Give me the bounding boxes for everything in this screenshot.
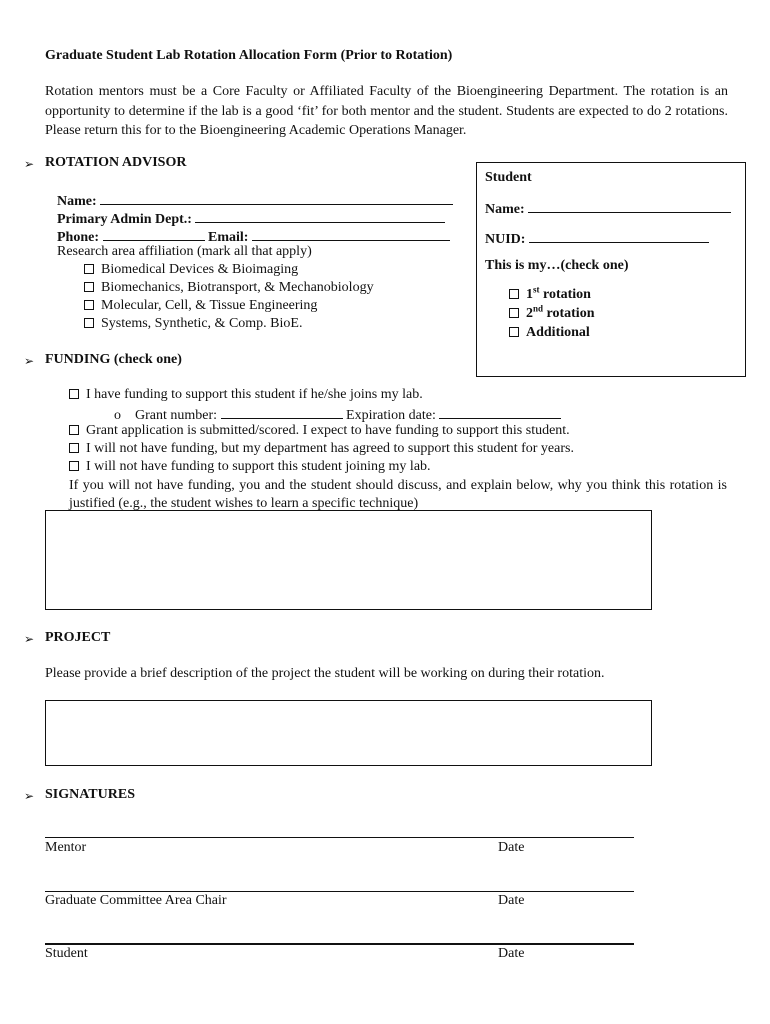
advisor-dept-label: Primary Admin Dept.: (57, 212, 192, 227)
rotation-option[interactable]: 2nd rotation (509, 306, 594, 322)
checkbox[interactable] (509, 327, 519, 337)
research-area-option[interactable]: Biomechanics, Biotransport, & Mechanobiology (84, 280, 374, 296)
funding-option[interactable]: I have funding to support this student if he/she joins my lab. (69, 387, 423, 403)
research-area-option[interactable]: Biomedical Devices & Bioimaging (84, 262, 298, 278)
research-area-label: Research area affiliation (mark all that apply) (57, 244, 312, 259)
arrow-bullet-icon: ➢ (24, 354, 35, 368)
checkbox[interactable] (69, 389, 79, 399)
funding-option[interactable]: I will not have funding, but my department has agreed to support this student for years. (69, 441, 574, 457)
chair-date-label: Date (498, 893, 525, 908)
mentor-signature-line[interactable] (45, 837, 634, 838)
funding-justification-textbox[interactable] (45, 510, 652, 610)
checkbox[interactable] (509, 308, 519, 318)
funding-option[interactable]: I will not have funding to support this student joining my lab. (69, 459, 431, 475)
arrow-bullet-icon: ➢ (24, 632, 35, 646)
section-heading-signatures: SIGNATURES (45, 787, 135, 802)
research-area-option[interactable]: Systems, Synthetic, & Comp. BioE. (84, 316, 302, 332)
advisor-email-field[interactable] (252, 227, 450, 241)
student-nuid-field[interactable] (529, 229, 709, 243)
advisor-dept-field[interactable] (195, 209, 445, 223)
checkbox[interactable] (84, 300, 94, 310)
expiration-date-field[interactable] (439, 405, 561, 419)
arrow-bullet-icon: ➢ (24, 789, 35, 803)
advisor-name-label: Name: (57, 194, 97, 209)
checkbox[interactable] (69, 443, 79, 453)
form-title: Graduate Student Lab Rotation Allocation Form (Prior to Rotation) (45, 48, 453, 63)
rotation-option[interactable]: 1st rotation (509, 287, 591, 303)
grant-row (114, 405, 561, 424)
advisor-email-label: Email: (208, 230, 249, 245)
advisor-phone-label: Phone: (57, 230, 99, 245)
advisor-name-field[interactable] (100, 191, 453, 205)
funding-option[interactable]: Grant application is submitted/scored. I expect to have funding to support this student. (69, 423, 570, 439)
checkbox[interactable] (84, 318, 94, 328)
student-signature-line[interactable] (45, 943, 634, 945)
section-heading-project: PROJECT (45, 630, 111, 645)
research-area-option[interactable]: Molecular, Cell, & Tissue Engineering (84, 298, 317, 314)
advisor-phone-field[interactable] (103, 227, 205, 241)
chair-signature-line[interactable] (45, 891, 634, 892)
funding-explain-text: If you will not have funding, you and the student should discuss, and explain below, why you think this rotation is justified (e.g., the student wishes to learn a specific technique) (69, 478, 727, 511)
rotation-option[interactable]: Additional (509, 325, 590, 341)
mentor-label: Mentor (45, 840, 87, 855)
grant-number-field[interactable] (221, 405, 343, 419)
checkbox[interactable] (69, 461, 79, 471)
advisor-dept-row (57, 209, 445, 228)
checkbox[interactable] (509, 289, 519, 299)
section-heading-funding: FUNDING (check one) (45, 352, 182, 367)
arrow-bullet-icon: ➢ (24, 157, 35, 171)
student-nuid-row (485, 229, 709, 248)
grant-number-label: Grant number: (135, 408, 218, 423)
rotation-check-label: This is my…(check one) (485, 258, 629, 273)
mentor-date-label: Date (498, 840, 525, 855)
student-box-heading: Student (485, 170, 532, 185)
student-nuid-label: NUID: (485, 232, 526, 247)
chair-label: Graduate Committee Area Chair (45, 893, 227, 908)
circle-bullet: o (114, 408, 121, 423)
student-name-label: Name: (485, 202, 525, 217)
student-label: Student (45, 946, 88, 961)
student-name-field[interactable] (528, 199, 731, 213)
student-name-row (485, 199, 731, 218)
advisor-name-row (57, 191, 453, 210)
checkbox[interactable] (69, 425, 79, 435)
project-prompt: Please provide a brief description of the project the student will be working on during their rotation. (45, 666, 605, 681)
project-description-textbox[interactable] (45, 700, 652, 766)
intro-paragraph: Rotation mentors must be a Core Faculty or Affiliated Faculty of the Bioengineering Department. The rotation is an opportunity to determine if the lab is a good ‘fit’ for both mentor and the student. Students are expected to do 2 rotations. Please return this for to the Bioengineering Academic Operations Manager. (45, 84, 728, 138)
section-heading-advisor: ROTATION ADVISOR (45, 155, 187, 170)
student-date-label: Date (498, 946, 525, 961)
expiration-date-label: Expiration date: (346, 408, 436, 423)
checkbox[interactable] (84, 282, 94, 292)
checkbox[interactable] (84, 264, 94, 274)
